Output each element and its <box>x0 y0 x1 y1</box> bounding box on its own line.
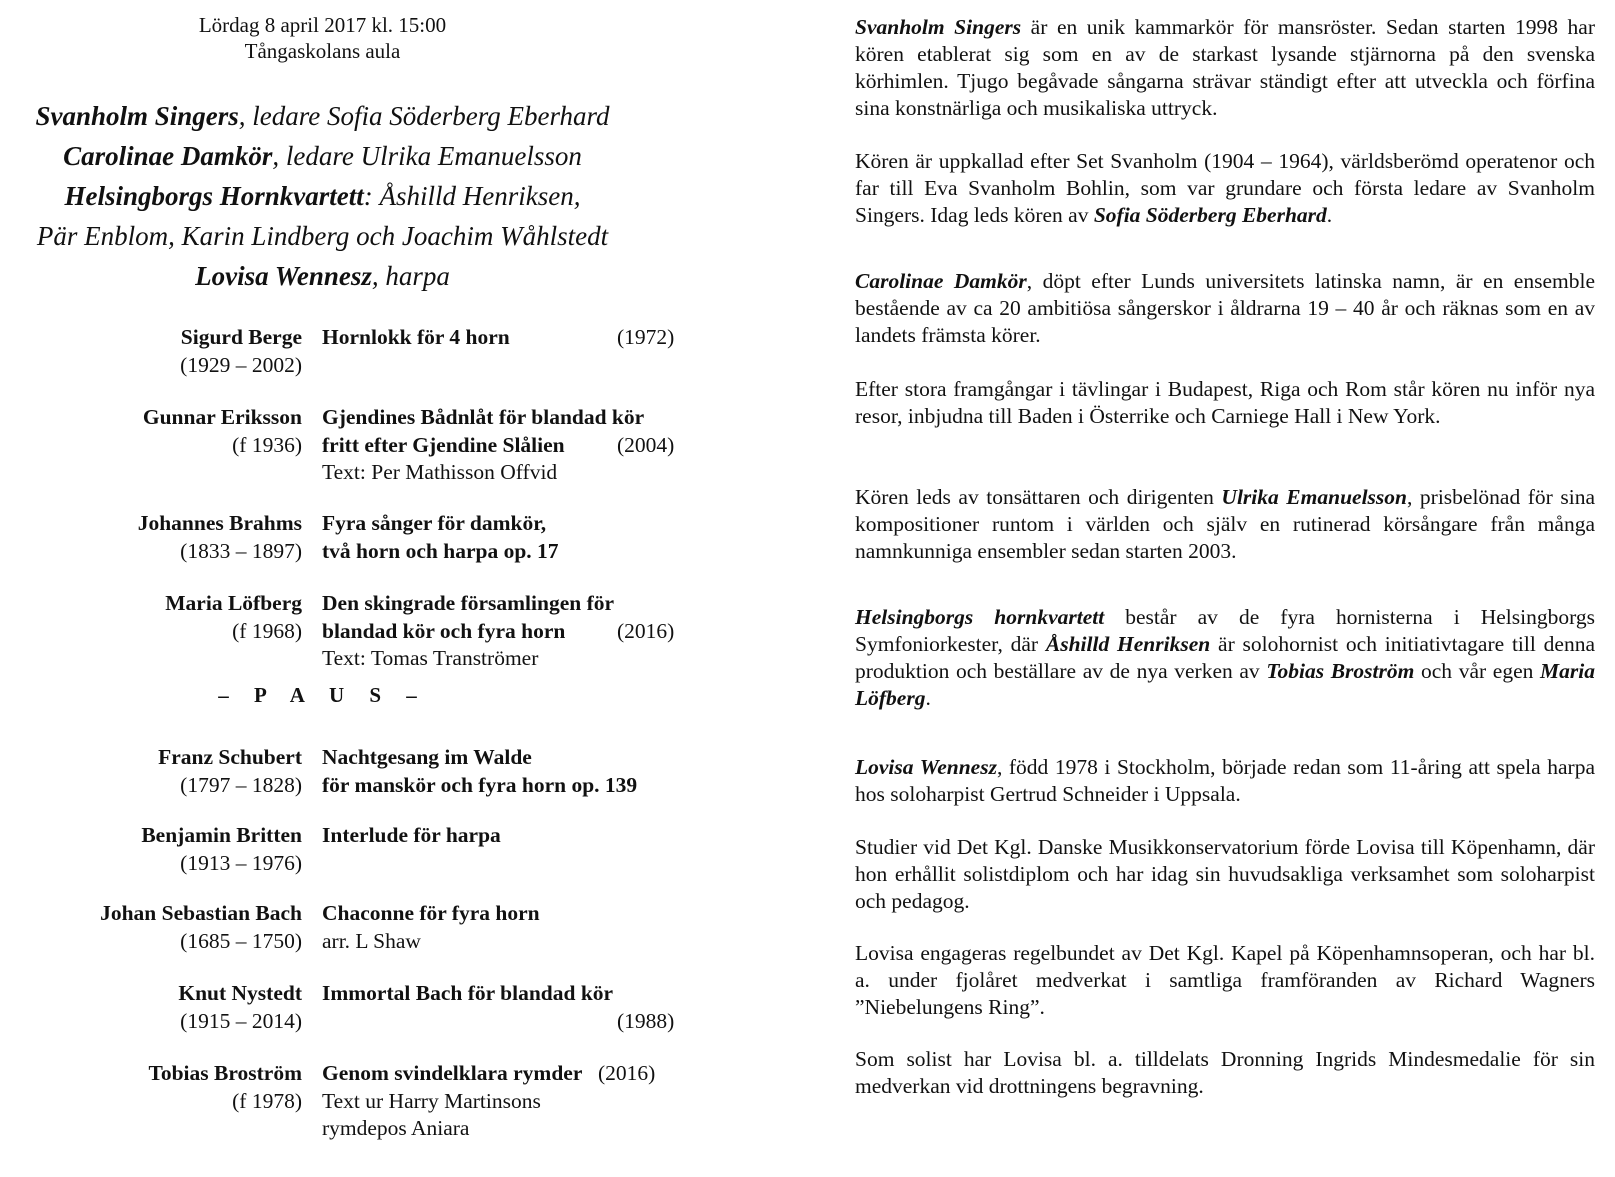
performer-name: Lovisa Wennesz <box>195 261 372 291</box>
performer-line <box>0 256 645 296</box>
composer-dates: (1685 – 1750) <box>180 928 302 953</box>
bio-text: Som solist har Lovisa bl. a. tilldelats Dronning Ingrids Mindesmedalie för sin medverkan vid drottningens begravning. <box>855 1047 1595 1098</box>
composer-dates: (f 1936) <box>232 432 302 457</box>
work <box>322 510 682 565</box>
composer-name: Tobias Broström <box>148 1061 302 1085</box>
work-title: Nachtgesang im Walde <box>322 745 532 769</box>
performer-detail: : Åshilld Henriksen, <box>363 181 581 211</box>
performer-line <box>0 176 645 216</box>
work-year: (2016) <box>598 1061 656 1085</box>
program-page <box>0 0 700 1177</box>
composer-dates: (1913 – 1976) <box>180 850 302 875</box>
performer-line <box>0 136 645 176</box>
bio-text: , prisbelönad för sina kompositioner runtom i världen och själv en rutinerad körsångare från många namnkunniga ensembler sedan starten 2003. <box>855 485 1595 563</box>
bio-name: Maria Löfberg <box>855 659 1595 710</box>
bio-paragraph <box>855 14 1595 122</box>
bio-subject: Lovisa Wennesz <box>855 755 997 779</box>
work-note: Text ur Harry Martinsons <box>322 1088 541 1113</box>
composer-name: Maria Löfberg <box>165 591 302 615</box>
performer-detail: , ledare Ulrika Emanuelsson <box>272 141 582 171</box>
bio-name: Åshilld Henriksen <box>1045 632 1211 656</box>
performer-name: Helsingborgs Hornkvartett <box>64 181 364 211</box>
bio-text: Kören leds av tonsättaren och dirigenten <box>855 485 1222 509</box>
bio-text: . <box>925 686 931 710</box>
performer-name: Carolinae Damkör <box>63 141 273 171</box>
performer-detail: , ledare Sofia Söderberg Eberhard <box>238 101 610 131</box>
bio-paragraph <box>855 268 1595 349</box>
bio-text: , döpt efter Lunds universitets latinska namn, är en ensemble bestående av ca 20 ambitiösa sångerskor i åldrarna 19 – 40 år och räknas som en av landets främsta körer. <box>855 269 1595 347</box>
work-note: Text: Per Mathisson Offvid <box>322 460 558 484</box>
bio-text: består av de fyra hornisterna i Helsingborgs Symfoniorkester, där <box>855 605 1595 656</box>
bio-text: är en unik kammarkör för mansröster. Sedan starten 1998 har kören etablerat sig som en av de starkast lysande stjärnorna på den svenska körhimlen. Tjugo begåvade sångarna strävar ständigt efter att utveckla och förfina sina konstnärliga och musikaliska uttryck. <box>855 15 1596 120</box>
performer-line <box>0 216 645 256</box>
bio-text: är solohornist och initiativtagare till denna produktion och beställare av de nya verken av <box>855 632 1595 683</box>
work-note: arr. L Shaw <box>322 928 421 953</box>
intermission-label: – P A U S – <box>218 683 427 707</box>
composer <box>0 590 302 645</box>
bio-subject: Carolinae Damkör <box>855 269 1027 293</box>
bio-name: Sofia Söderberg Eberhard <box>1093 203 1327 227</box>
work-title: för manskör och fyra horn op. 139 <box>322 772 638 797</box>
composer-dates: (f 1968) <box>232 618 302 643</box>
bio-paragraph <box>855 148 1595 229</box>
composer-name: Johan Sebastian Bach <box>100 901 302 925</box>
bio-text: Studier vid Det Kgl. Danske Musikkonservatorium förde Lovisa till Köpenhamn, där hon erhållit solistdiplom och har idag sin huvudsakliga verksamhet som soloharpist och pedagog. <box>855 835 1595 913</box>
bio-text: och vår egen <box>1414 659 1541 683</box>
performer-detail: Pär Enblom, Karin Lindberg och Joachim Wåhlstedt <box>36 221 609 251</box>
performer-detail: , harpa <box>371 261 450 291</box>
composer <box>0 744 302 799</box>
composer <box>0 510 302 565</box>
bio-paragraph <box>855 754 1595 808</box>
bio-paragraph <box>855 484 1595 565</box>
composer-dates: (f 1978) <box>232 1088 302 1113</box>
concert-venue: Tångaskolans aula <box>244 39 401 63</box>
bio-text: , född 1978 i Stockholm, började redan som 11-åring att spela harpa hos soloharpist Gertrud Schneider i Uppsala. <box>855 755 1595 806</box>
composer-name: Franz Schubert <box>158 745 302 769</box>
composer <box>0 404 302 459</box>
work-title: Den skingrade församlingen för <box>322 591 615 615</box>
work-year: (2016) <box>617 618 675 643</box>
composer-name: Sigurd Berge <box>180 325 302 349</box>
biographies <box>855 0 1595 1177</box>
work-title: Fyra sånger för damkör, <box>322 511 547 535</box>
work <box>322 980 682 1008</box>
bio-paragraph <box>855 940 1595 1021</box>
work-title: två horn och harpa op. 17 <box>322 538 559 563</box>
bio-paragraph <box>855 604 1595 712</box>
bio-name: Tobias Broström <box>1266 659 1415 683</box>
work-year: (2004) <box>617 432 675 457</box>
composer-name: Gunnar Eriksson <box>142 405 302 429</box>
work-year: (1988) <box>617 1008 675 1033</box>
bio-name: Ulrika Emanuelsson <box>1221 485 1407 509</box>
concert-info <box>0 12 645 64</box>
work-title: Interlude för harpa <box>322 823 501 847</box>
bio-text: Kören är uppkallad efter Set Svanholm (1904 – 1964), världsberömd operatenor och far till Eva Svanholm Bohlin, som var grundare och första ledare av Svanholm Singers. Idag leds kören av <box>855 149 1595 227</box>
composer-dates: (1797 – 1828) <box>180 772 302 797</box>
performer-name: Svanholm Singers <box>35 101 239 131</box>
bio-subject: Helsingborgs hornkvartett <box>855 605 1105 629</box>
work-title: Immortal Bach för blandad kör <box>322 981 614 1005</box>
performer-line <box>0 96 645 136</box>
work-note: rymdepos Aniara <box>322 1116 470 1140</box>
composer <box>0 1060 302 1115</box>
bio-paragraph <box>855 1046 1595 1100</box>
composer-dates: (1915 – 2014) <box>180 1008 302 1033</box>
composer-name: Benjamin Britten <box>141 823 302 847</box>
bio-subject: Svanholm Singers <box>855 15 1022 39</box>
work-title: blandad kör och fyra horn <box>322 618 566 643</box>
work-year: (1972) <box>617 325 675 349</box>
composer-dates: (1833 – 1897) <box>180 538 302 563</box>
performers-list <box>0 96 645 296</box>
composer-dates: (1929 – 2002) <box>180 352 302 377</box>
work <box>322 900 682 955</box>
work-title: Chaconne för fyra horn <box>322 901 540 925</box>
bio-paragraph <box>855 376 1595 430</box>
work-title: Hornlokk för 4 horn <box>322 325 510 349</box>
concert-date: Lördag 8 april 2017 kl. 15:00 <box>198 13 447 37</box>
composer <box>0 324 302 379</box>
bio-text: . <box>1326 203 1333 227</box>
work-note: Text: Tomas Tranströmer <box>322 646 539 670</box>
work <box>322 744 682 799</box>
composer <box>0 822 302 877</box>
work-title: Genom svindelklara rymder <box>322 1061 583 1085</box>
work-title: Gjendines Bådnlåt för blandad kör <box>322 405 645 429</box>
composer <box>0 980 302 1035</box>
bio-paragraph <box>855 834 1595 915</box>
work <box>322 822 682 850</box>
composer-name: Johannes Brahms <box>137 511 302 535</box>
bio-text: Lovisa engageras regelbundet av Det Kgl. Kapel på Köpenhamnsoperan, och har bl. a. under fjolåret medverkat i samtliga framföranden av Richard Wagners ”Niebelungens Ring”. <box>855 941 1595 1019</box>
composer-name: Knut Nystedt <box>178 981 302 1005</box>
composer <box>0 900 302 955</box>
bio-text: Efter stora framgångar i tävlingar i Budapest, Riga och Rom står kören nu inför nya resor, inbjudna till Baden i Österrike och Carniege Hall i New York. <box>855 377 1595 428</box>
work-title: fritt efter Gjendine Slålien <box>322 432 565 457</box>
